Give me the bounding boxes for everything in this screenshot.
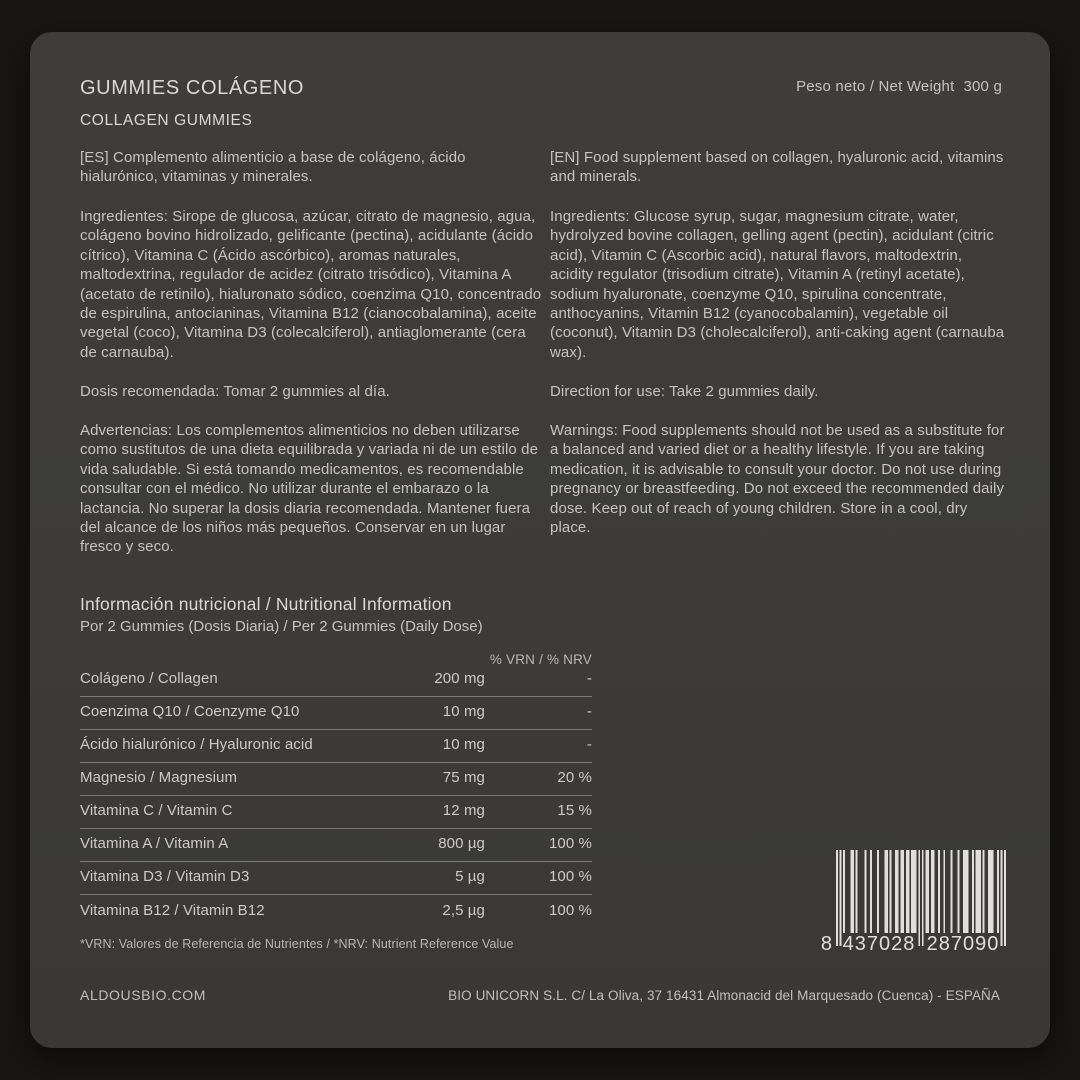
- nutrient-amount: 75 mg: [442, 769, 485, 786]
- warnings-paragraph-es: Advertencias: Los complementos alimenticios no deben utilizarse como sustitutos de una dieta equilibrada y variada ni de un estilo de vida saludable. Si está tomando medicamentos, es recomendable consultar con el médico. No utilizar durante el embarazo o la lactancia. No superar la dosis diaria recomendada. Mantener fuera del alcance de los niños más pequeños. Conservar en un lugar fresco y seco.: [80, 422, 539, 556]
- table-row: [80, 664, 592, 697]
- nutrition-serving: Por 2 Gummies (Dosis Diaria) / Per 2 Gummies (Daily Dose): [80, 618, 483, 635]
- label-panel: [30, 32, 1050, 1048]
- barcode-digits-right: 287090: [926, 933, 1000, 955]
- nutrient-nrv: 100 %: [548, 868, 592, 885]
- dose-paragraph-es: Dosis recomendada: Tomar 2 gummies al día.: [80, 383, 390, 400]
- nrv-column-header: % VRN / % NRV: [489, 652, 592, 667]
- table-row: [80, 697, 592, 730]
- nutrition-footnote: *VRN: Valores de Referencia de Nutrientes / *NRV: Nutrient Reference Value: [80, 937, 514, 951]
- warnings-paragraph-en: Warnings: Food supplements should not be used as a substitute for a balanced and varied diet or a healthy lifestyle. If you are taking medication, it is advisable to consult your doctor. Do not use during pregnancy or breastfeeding. Do not exceed the recommended daily dose. Keep out of reach of young children. Store in a cool, dry place.: [550, 422, 1005, 537]
- nutrient-amount: 12 mg: [442, 802, 485, 819]
- product-subtitle: COLLAGEN GUMMIES: [80, 112, 253, 129]
- footer-company: BIO UNICORN S.L. C/ La Oliva, 37 16431 Almonacid del Marquesado (Cuenca) - ESPAÑA: [448, 988, 1000, 1003]
- table-row: [80, 895, 592, 928]
- net-weight: [796, 78, 1002, 95]
- barcode-digits-left: 437028: [842, 933, 916, 955]
- ingredients-paragraph-en: Ingredients: Glucose syrup, sugar, magnesium citrate, water, hydrolyzed bovine collagen, gelling agent (pectin), acidulant (citric acid), Vitamin C (Ascorbic acid), natural flavors, maltodextrin, acidity regulator (trisodium citrate), Vitamin A (retinyl acetate), sodium hyaluronate, coenzyme Q10, spirulina concentrate, anthocyanins, Vitamin B12 (cyanocobalamin), vegetable oil (coconut), Vitamin D3 (cholecalciferol), anti-caking agent (carnauba wax).: [550, 208, 1005, 361]
- nutrient-amount: 10 mg: [442, 703, 485, 720]
- table-row: [80, 829, 592, 862]
- ingredients-paragraph-es: Ingredientes: Sirope de glucosa, azúcar, citrato de magnesio, agua, colágeno bovino hidrolizado, gelificante (pectina), acidulante (ácido cítrico), Vitamina C (Ácido ascórbico), aromas naturales, maltodextrina, regulador de acidez (citrato trisódico), Vitamina A (acetato de retinilo), hialuronato sódico, coenzima Q10, concentrado de espirulina, antocianinas, Vitamina B12 (cianocobalamina), aceite vegetal (coco), Vitamina D3 (colecalciferol), antiaglomerante (cera de carnauba).: [80, 208, 542, 361]
- intro-paragraph-en: [EN] Food supplement based on collagen, hyaluronic acid, vitamins and minerals.: [550, 149, 1004, 186]
- nutrient-amount: 800 µg: [438, 835, 485, 852]
- nutrient-name: Vitamina C / Vitamin C: [80, 802, 233, 819]
- net-weight-label: Peso neto / Net Weight: [796, 78, 955, 95]
- barcode: [820, 850, 1006, 956]
- nutrient-amount: 2,5 µg: [442, 902, 485, 919]
- nutrition-table: [80, 664, 592, 928]
- nutrient-name: Vitamina D3 / Vitamin D3: [80, 868, 250, 885]
- nutrient-nrv: 100 %: [548, 902, 592, 919]
- net-weight-value: 300 g: [963, 78, 1002, 95]
- nutrient-name: Colágeno / Collagen: [80, 670, 218, 687]
- product-title: GUMMIES COLÁGENO: [80, 77, 305, 99]
- table-row: [80, 763, 592, 796]
- nutrient-nrv: -: [586, 670, 592, 687]
- nutrient-name: Magnesio / Magnesium: [80, 769, 238, 786]
- nutrient-nrv: -: [586, 736, 592, 753]
- nutrient-name: Vitamina A / Vitamin A: [80, 835, 229, 852]
- nutrient-nrv: 100 %: [548, 835, 592, 852]
- nutrient-name: Coenzima Q10 / Coenzyme Q10: [80, 703, 300, 720]
- nutrient-nrv: 15 %: [557, 802, 592, 819]
- nutrition-title: Información nutricional / Nutritional Information: [80, 594, 452, 614]
- nutrient-name: Ácido hialurónico / Hyaluronic acid: [80, 736, 313, 753]
- nutrient-amount: 10 mg: [442, 736, 485, 753]
- nutrient-name: Vitamina B12 / Vitamin B12: [80, 902, 265, 919]
- dose-paragraph-en: Direction for use: Take 2 gummies daily.: [550, 383, 819, 400]
- footer-website: ALDOUSBIO.COM: [80, 987, 207, 1003]
- table-row: [80, 730, 592, 763]
- nutrient-nrv: -: [586, 703, 592, 720]
- nutrient-nrv: 20 %: [557, 769, 592, 786]
- table-row: [80, 862, 592, 895]
- intro-paragraph-es: [ES] Complemento alimenticio a base de colágeno, ácido hialurónico, vitaminas y minerales.: [80, 149, 466, 186]
- barcode-bars-image: [836, 850, 1006, 946]
- nutrient-amount: 200 mg: [434, 670, 485, 687]
- table-row: [80, 796, 592, 829]
- barcode-digit-first: 8: [820, 933, 832, 955]
- nutrient-amount: 5 µg: [455, 868, 485, 885]
